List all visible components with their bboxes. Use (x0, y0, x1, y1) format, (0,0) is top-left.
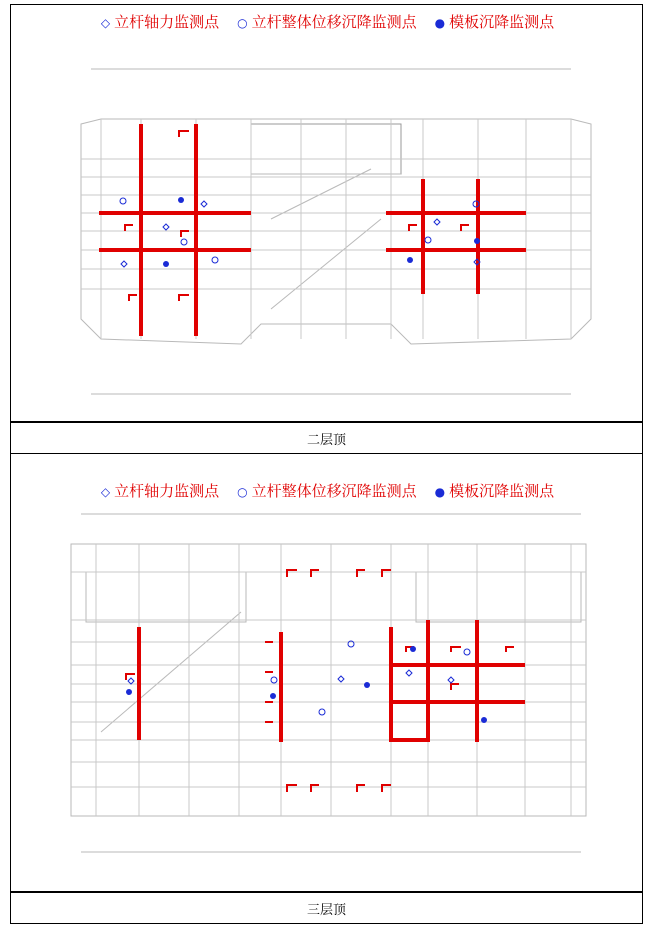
legend-item-displacement: ○ 立杆整体位移沉降监测点 (237, 13, 417, 31)
legend-item-axial-force: ◇ 立杆轴力监测点 (100, 482, 220, 500)
legend-item-displacement: ○ 立杆整体位移沉降监测点 (237, 482, 417, 500)
top-caption: 二层顶 (10, 422, 643, 454)
bottom-caption: 三层顶 (10, 892, 643, 924)
top-plan-panel (10, 4, 643, 422)
legend-item-formwork: ● 模板沉降监测点 (434, 482, 555, 500)
bottom-legend (11, 480, 644, 501)
top-legend (11, 11, 644, 32)
legend-item-axial-force: ◇ 立杆轴力监测点 (100, 13, 220, 31)
bottom-floor-plan (11, 502, 642, 892)
legend-item-formwork: ● 模板沉降监测点 (434, 13, 555, 31)
bottom-plan-panel (10, 454, 643, 892)
top-floor-plan (11, 39, 642, 419)
